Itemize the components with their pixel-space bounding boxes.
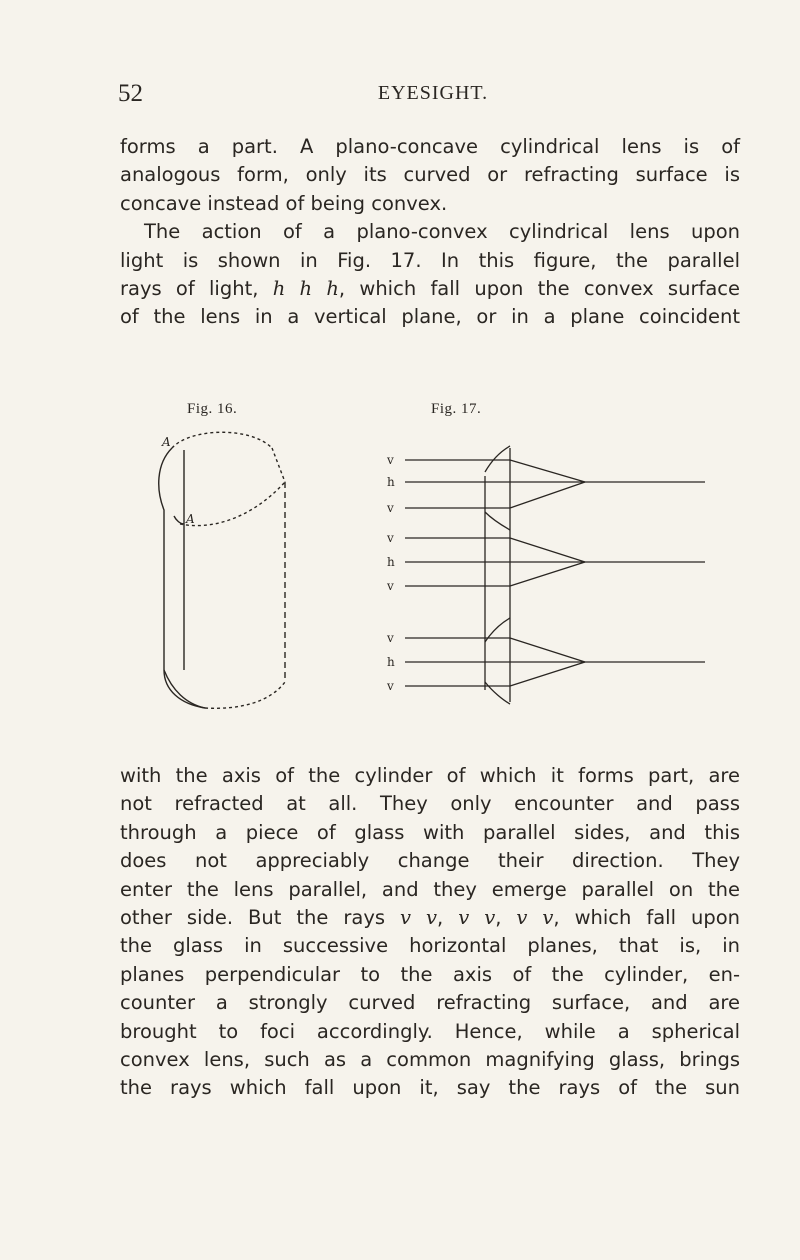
text-block-top bbox=[120, 133, 740, 332]
ray-label: h bbox=[387, 655, 395, 669]
text-line: convex lens, such as a common magnifying glass, brings bbox=[120, 1048, 740, 1072]
ray-label: v bbox=[387, 453, 394, 467]
text-line: brought to foci accordingly. Hence, while a spherical bbox=[120, 1019, 740, 1043]
text-line: counter a strongly curved refracting surface, and are bbox=[120, 991, 740, 1015]
figure-16-cylinder bbox=[150, 420, 300, 720]
ray-label: h bbox=[387, 475, 395, 489]
text-line: planes perpendicular to the axis of the cylinder, en- bbox=[120, 962, 740, 986]
text-line: forms a part. A plano-concave cylindrical lens is of bbox=[120, 135, 740, 158]
text-line: The action of a plano-convex cylindrical lens upon bbox=[144, 220, 740, 244]
text-line: through a piece of glass with parallel sides, and this bbox=[120, 820, 740, 844]
ray-label: h bbox=[387, 555, 395, 569]
text-line: of the lens in a vertical plane, or in a plane coincident bbox=[120, 305, 740, 329]
page-header bbox=[118, 80, 738, 110]
text-line: the rays which fall upon it, say the rays of the sun bbox=[120, 1076, 740, 1100]
text-line: not refracted at all. They only encounter and pass bbox=[120, 792, 740, 816]
figure-17-caption: Fig. 17. bbox=[431, 401, 482, 417]
text-block-bottom bbox=[120, 762, 740, 1103]
text-line: enter the lens parallel, and they emerge parallel on the bbox=[120, 877, 740, 901]
figure-16-label-a-top: A bbox=[162, 435, 171, 449]
ray-label: v bbox=[387, 531, 394, 545]
ray-label: v bbox=[387, 501, 394, 515]
text-line: light is shown in Fig. 17. In this figure, the parallel bbox=[120, 248, 740, 272]
text-line: analogous form, only its curved or refracting surface is bbox=[120, 163, 740, 187]
text-line: with the axis of the cylinder of which it forms part, are bbox=[120, 764, 740, 787]
ray-label: v bbox=[387, 579, 394, 593]
running-head: EYESIGHT. bbox=[377, 82, 489, 104]
text-line: rays of light, h h h, which fall upon the convex surface bbox=[120, 277, 741, 301]
figure-17-ray-labels bbox=[386, 453, 395, 693]
ray-label: v bbox=[387, 631, 394, 645]
figure-17-lens-rays bbox=[385, 420, 715, 720]
page-number: 52 bbox=[118, 80, 143, 107]
text-line: does not appreciably change their direction. They bbox=[120, 849, 740, 873]
ray-label: v bbox=[387, 679, 394, 693]
figure-16-caption: Fig. 16. bbox=[187, 401, 238, 417]
figure-16-label-a-mid: A bbox=[186, 512, 195, 526]
text-line: other side. But the rays v v, v v, v v, which fall upon bbox=[120, 906, 740, 930]
text-line: concave instead of being convex. bbox=[120, 191, 448, 215]
text-line: the glass in successive horizontal planes, that is, in bbox=[120, 934, 740, 958]
